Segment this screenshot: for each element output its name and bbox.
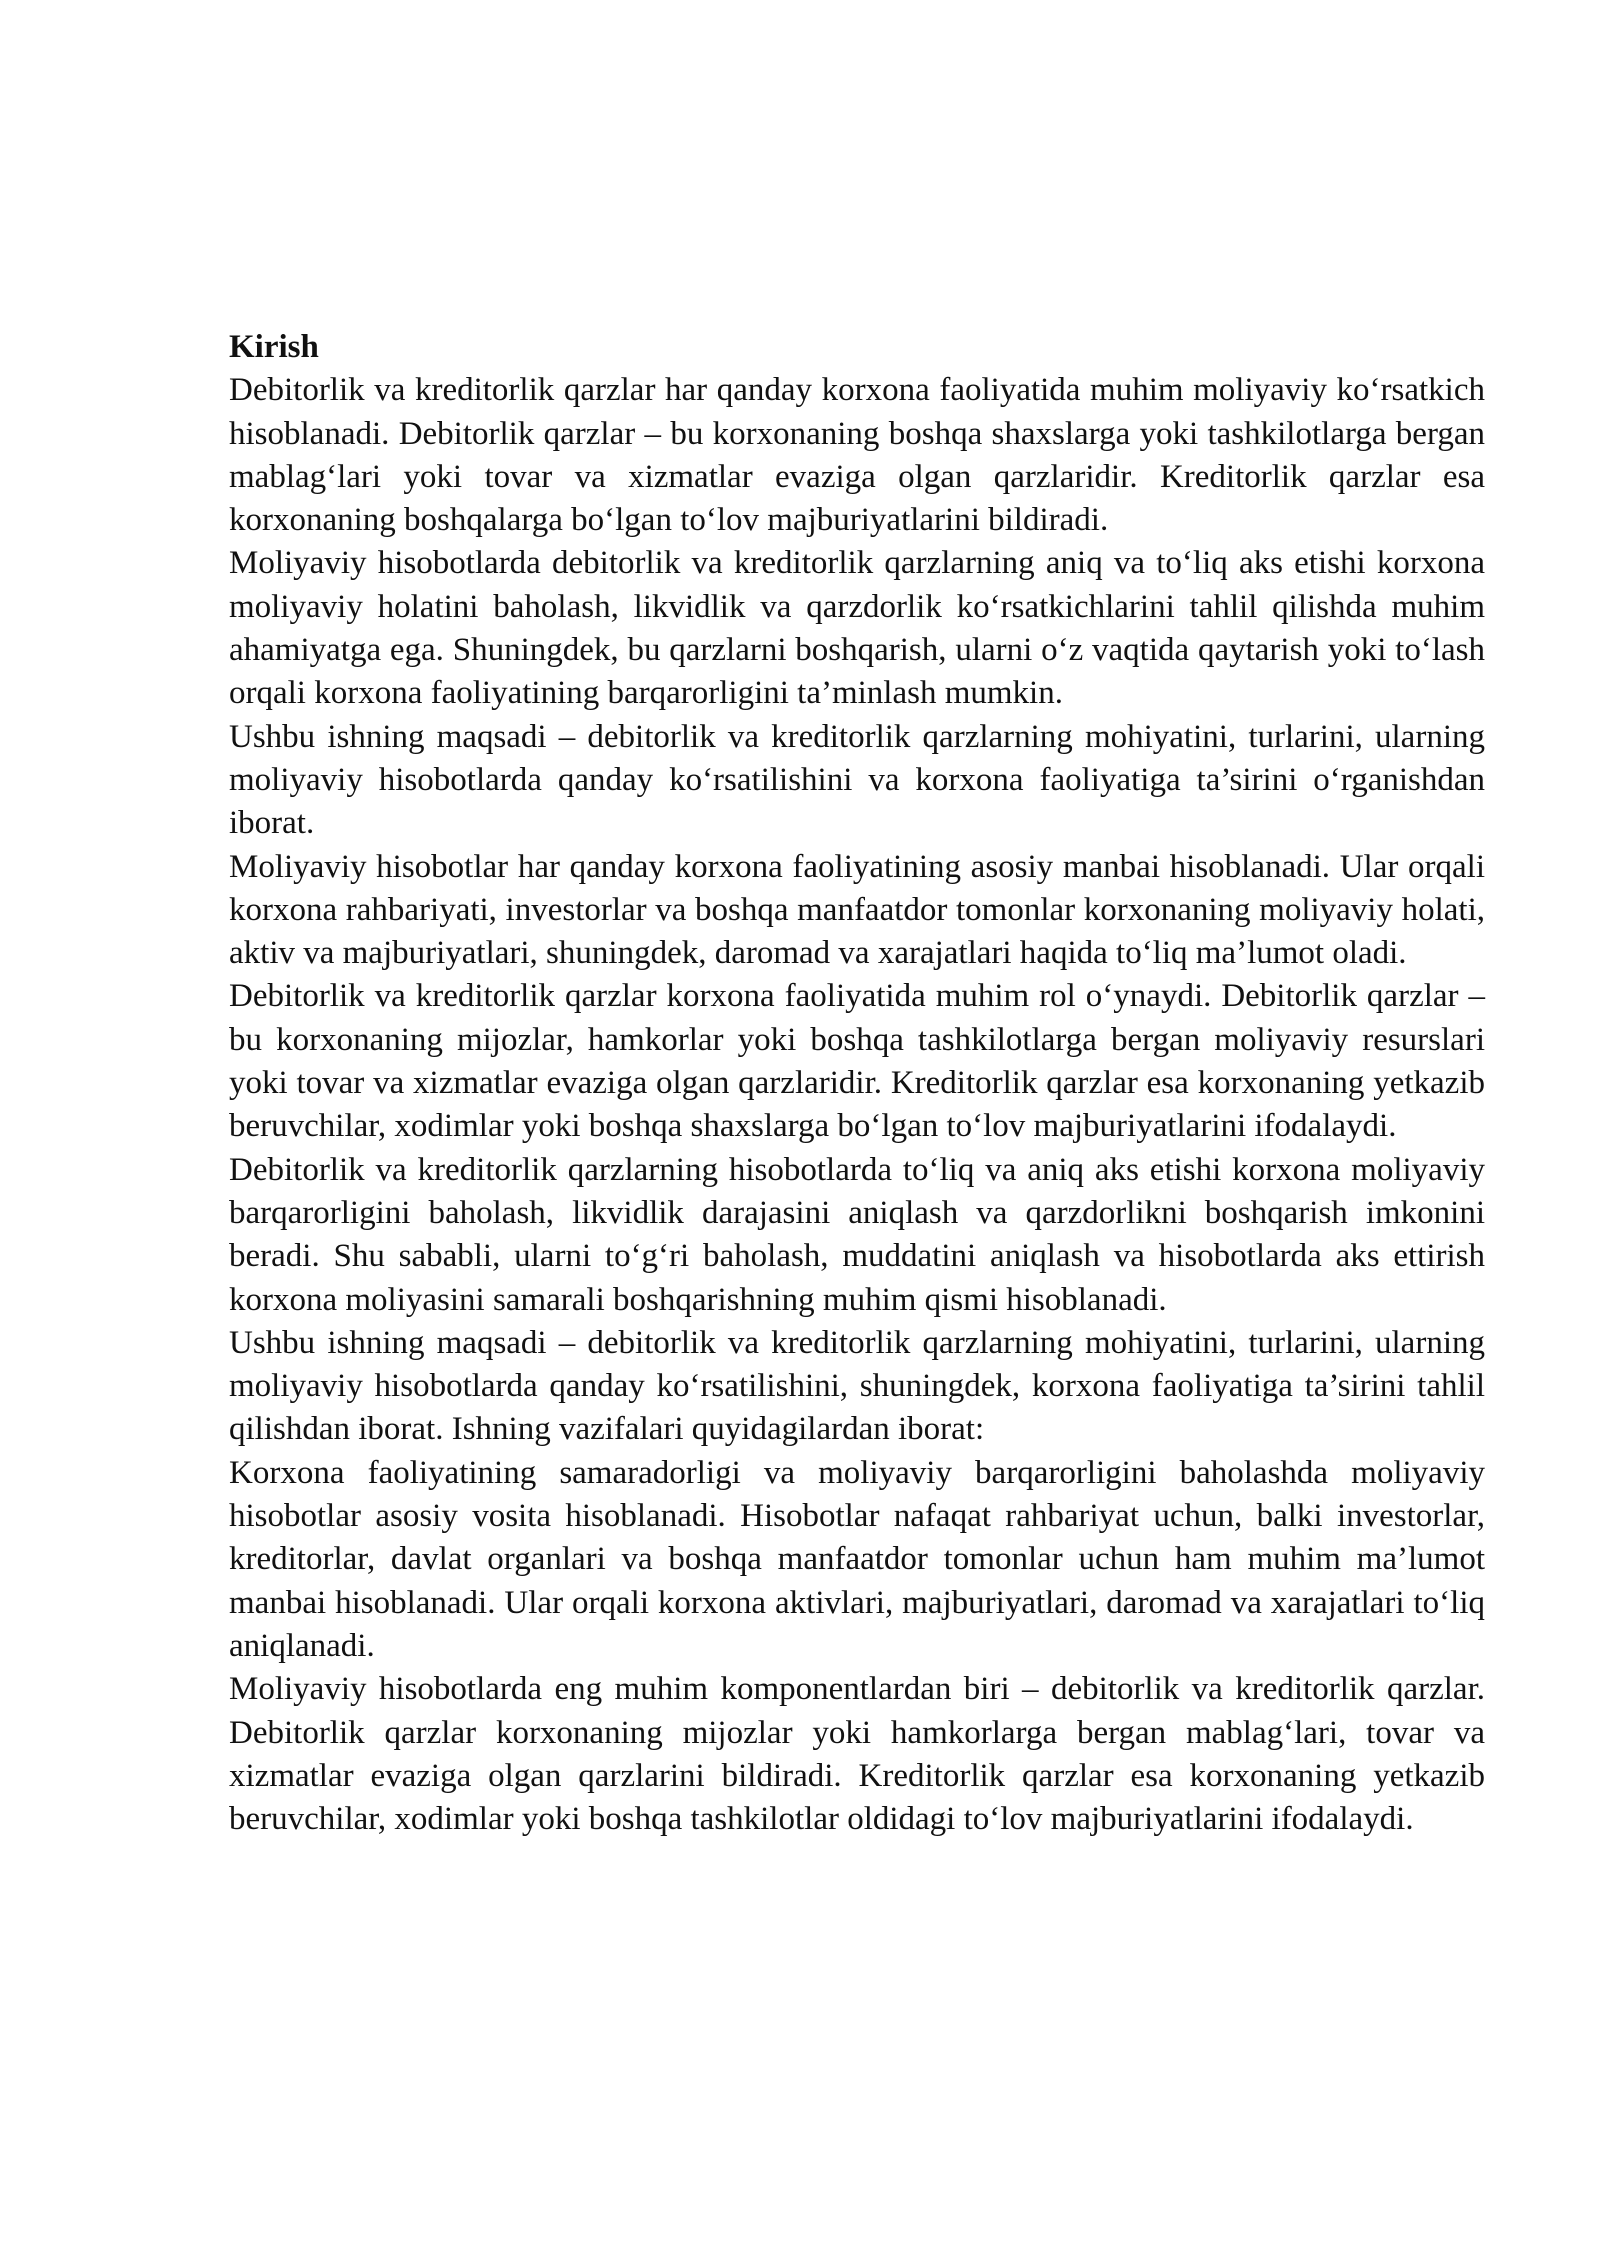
paragraph-1: Debitorlik va kreditorlik qarzlar har qanday korxona faoliyatida muhim moliyaviy ko‘rsatkich hisoblanadi. Debitorlik qarzlar – bu korxonaning boshqa shaxslarga yoki tashkilotlarga bergan mablag‘lari yoki tovar va xizmatlar evaziga olgan qarzlaridir. Kreditorlik qarzlar esa korxonaning boshqalarga bo‘lgan to‘lov majburiyatlarini bildiradi. bbox=[229, 372, 1485, 539]
paragraph-9: Moliyaviy hisobotlarda eng muhim komponentlardan biri – debitorlik va kreditorlik qarzlar. Debitorlik qarzlar korxonaning mijozlar yoki hamkorlarga bergan mablag‘lari, tovar va xizmatlar evaziga olgan qarzlarini bildiradi. Kreditorlik qarzlar esa korxonaning yetkazib beruvchilar, xodimlar yoki boshqa tashkilotlar oldidagi to‘lov majburiyatlarini ifodalaydi. bbox=[229, 1671, 1485, 1838]
document-body bbox=[229, 326, 1485, 1841]
paragraph-6: Debitorlik va kreditorlik qarzlarning hisobotlarda to‘liq va aniq aks etishi korxona moliyaviy barqarorligini baholash, likvidlik darajasini aniqlash va qarzdorlikni boshqarish imkonini beradi. Shu sababli, ularni to‘g‘ri baholash, muddatini aniqlash va hisobotlarda aks ettirish korxona moliyasini samarali boshqarishning muhim qismi hisoblanadi. bbox=[229, 1151, 1485, 1318]
paragraph-2: Moliyaviy hisobotlarda debitorlik va kreditorlik qarzlarning aniq va to‘liq aks etishi korxona moliyaviy holatini baholash, likvidlik va qarzdorlik ko‘rsatkichlarini tahlil qilishda muhim ahamiyatga ega. Shuningdek, bu qarzlarni boshqarish, ularni o‘z vaqtida qaytarish yoki to‘lash orqali korxona faoliyatining barqarorligini ta’minlash mumkin. bbox=[229, 545, 1485, 712]
paragraph-8: Korxona faoliyatining samaradorligi va moliyaviy barqarorligini baholashda moliyaviy hisobotlar asosiy vosita hisoblanadi. Hisobotlar nafaqat rahbariyat uchun, balki investorlar, kreditorlar, davlat organlari va boshqa manfaatdor tomonlar uchun ham muhim ma’lumot manbai hisoblanadi. Ular orqali korxona aktivlari, majburiyatlari, daromad va xarajatlari to‘liq aniqlanadi. bbox=[229, 1454, 1485, 1664]
paragraph-4: Moliyaviy hisobotlar har qanday korxona faoliyatining asosiy manbai hisoblanadi. Ular orqali korxona rahbariyati, investorlar va boshqa manfaatdor tomonlar korxonaning moliyaviy holati, aktiv va majburiyatlari, shuningdek, daromad va xarajatlari haqida to‘liq ma’lumot oladi. bbox=[229, 848, 1485, 972]
section-heading: Kirish bbox=[229, 329, 319, 365]
paragraph-3: Ushbu ishning maqsadi – debitorlik va kreditorlik qarzlarning mohiyatini, turlarini, ularning moliyaviy hisobotlarda qanday ko‘rsatilishini va korxona faoliyatiga ta’sirini o‘rganishdan iborat. bbox=[229, 718, 1485, 842]
paragraph-7: Ushbu ishning maqsadi – debitorlik va kreditorlik qarzlarning mohiyatini, turlarini, ularning moliyaviy hisobotlarda qanday ko‘rsatilishini, shuningdek, korxona faoliyatiga ta’sirini tahlil qilishdan iborat. Ishning vazifalari quyidagilardan iborat: bbox=[229, 1324, 1485, 1448]
paragraph-5: Debitorlik va kreditorlik qarzlar korxona faoliyatida muhim rol o‘ynaydi. Debitorlik qarzlar – bu korxonaning mijozlar, hamkorlar yoki boshqa tashkilotlarga bergan moliyaviy resurslari yoki tovar va xizmatlar evaziga olgan qarzlaridir. Kreditorlik qarzlar esa korxonaning yetkazib beruvchilar, xodimlar yoki boshqa shaxslarga bo‘lgan to‘lov majburiyatlarini ifodalaydi. bbox=[229, 978, 1485, 1145]
